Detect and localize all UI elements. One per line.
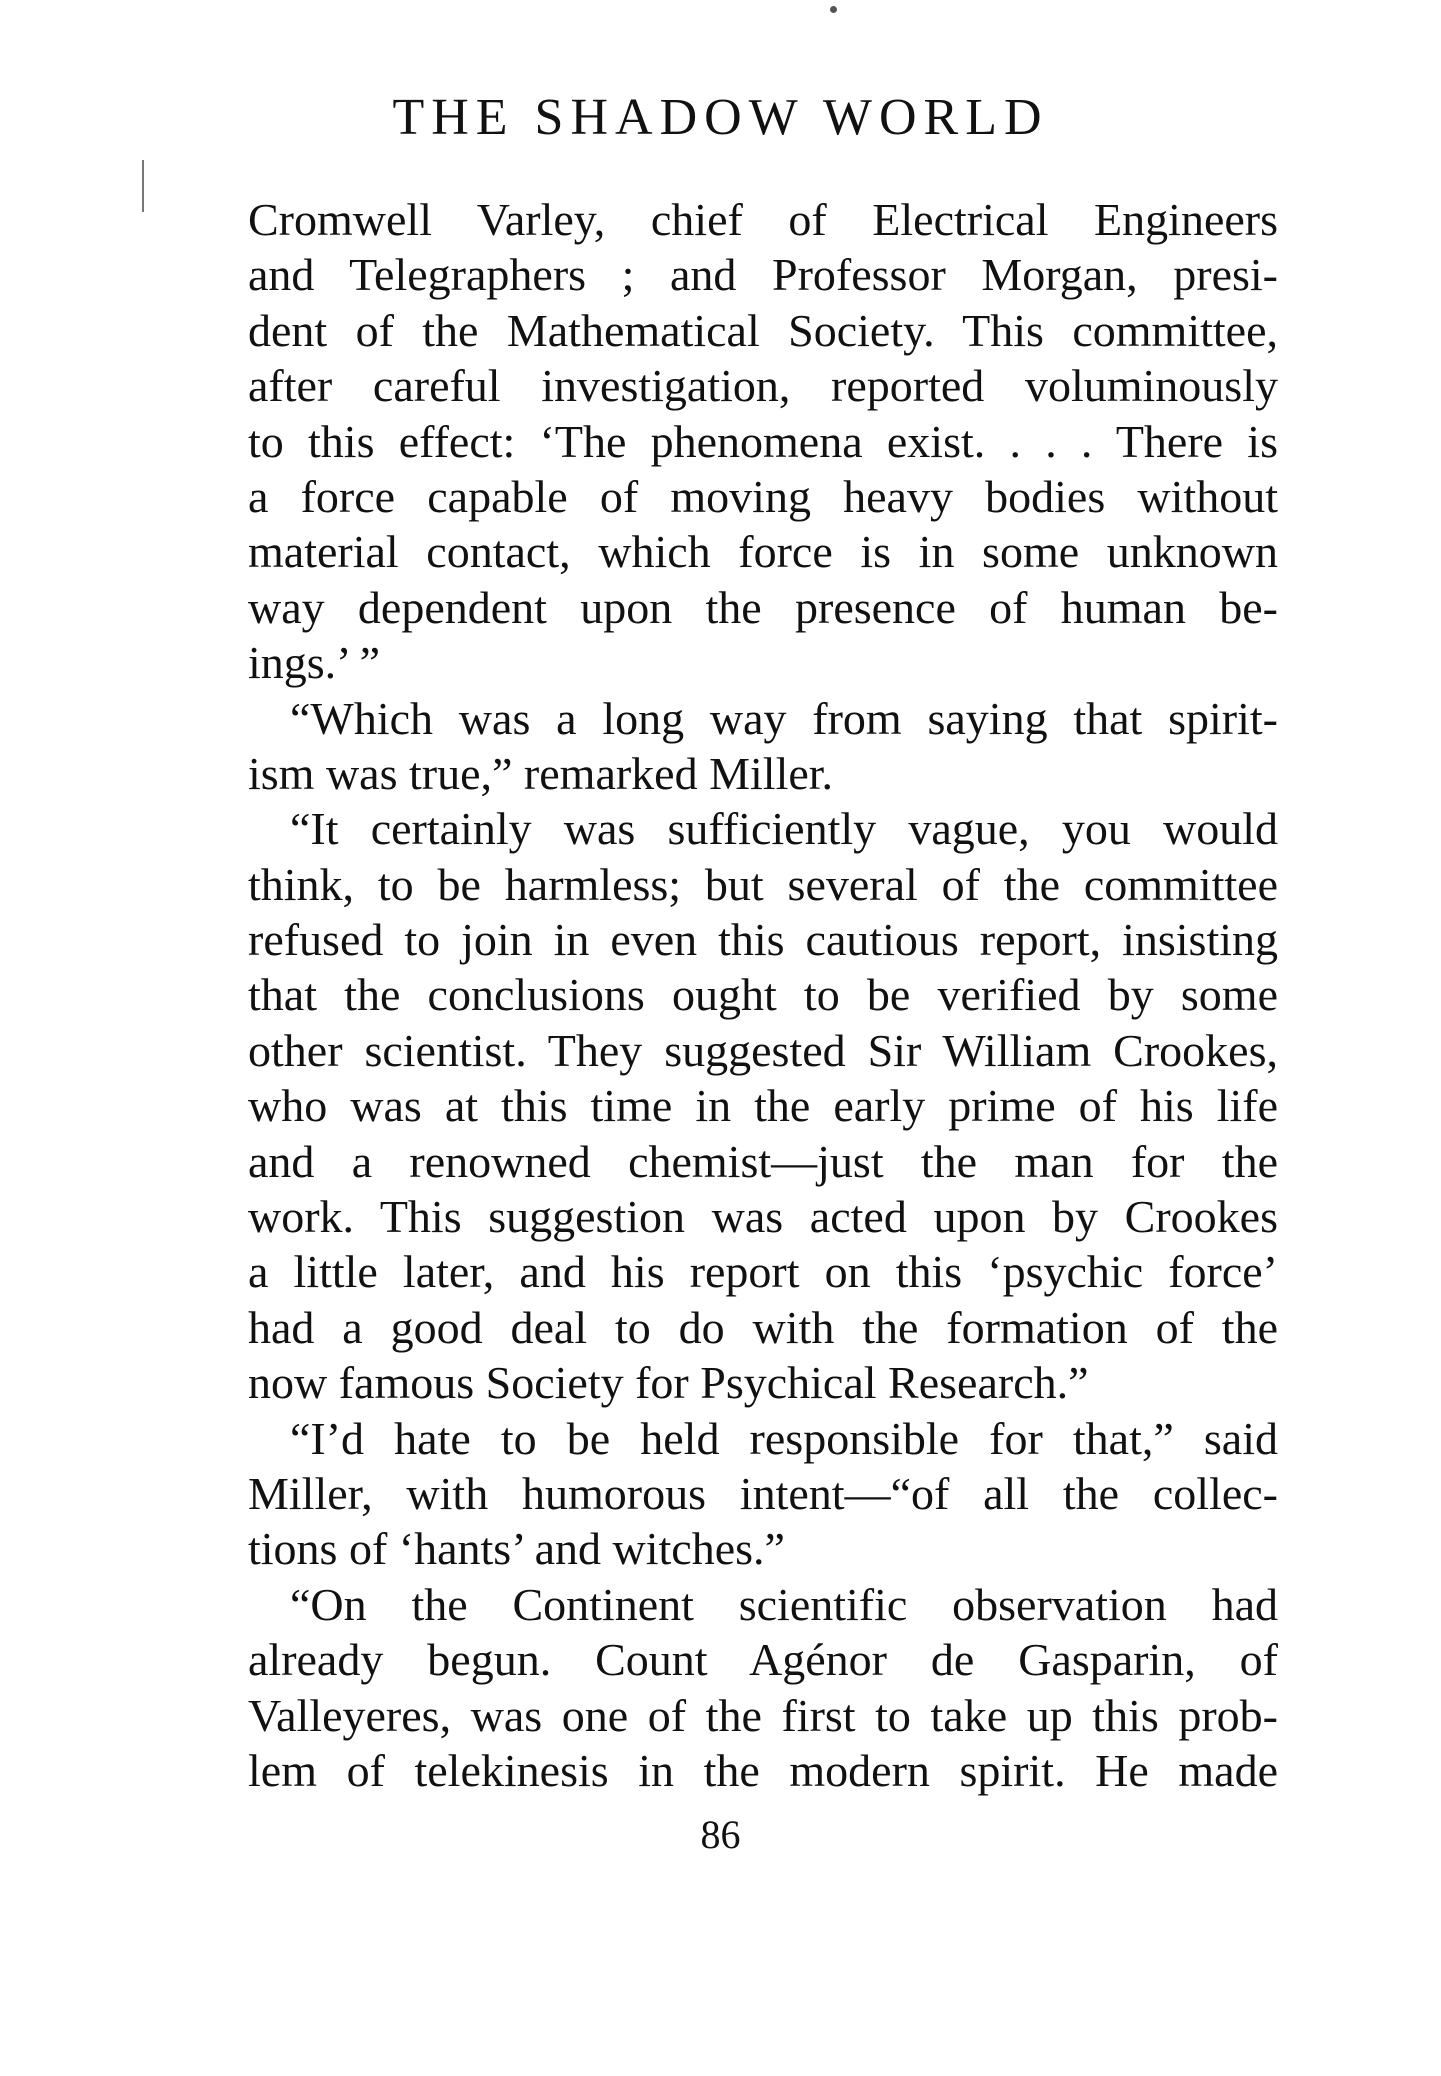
text-line: “On the Continent scientific observation had (290, 1578, 1278, 1630)
text-line: had a good deal to do with the formation of the (248, 1301, 1278, 1353)
text-line: Miller, with humorous intent—“of all the collec- (248, 1467, 1278, 1519)
body-text (248, 192, 1278, 1798)
text-line: dent of the Mathematical Society. This committee, (248, 304, 1278, 356)
text-line: a force capable of moving heavy bodies without (248, 470, 1278, 522)
text-line: way dependent upon the presence of human be- (248, 581, 1278, 633)
page-number: 86 (700, 1812, 741, 1857)
text-line: a little later, and his report on this ‘psychic force’ (248, 1246, 1278, 1298)
text-line: refused to join in even this cautious report, insisting (248, 914, 1278, 966)
text-line: ings.’ ” (248, 637, 381, 689)
text-line: now famous Society for Psychical Research.” (248, 1357, 1089, 1409)
text-line: “Which was a long way from saying that spirit- (290, 692, 1278, 744)
text-line: “I’d hate to be held responsible for that,” said (290, 1412, 1278, 1464)
text-line: Valleyeres, was one of the first to take up this prob- (248, 1689, 1278, 1741)
text-line: already begun. Count Agénor de Gasparin, of (248, 1634, 1278, 1686)
text-line: “It certainly was sufficiently vague, you would (290, 803, 1278, 855)
text-line: Cromwell Varley, chief of Electrical Engineers (248, 194, 1278, 245)
text-line: tions of ‘hants’ and witches.” (248, 1523, 785, 1575)
text-line: and Telegraphers ; and Professor Morgan, presi- (248, 249, 1278, 301)
text-line: who was at this time in the early prime of his life (248, 1080, 1278, 1132)
text-line: to this effect: ‘The phenomena exist. . . . There is (248, 415, 1278, 467)
margin-mark (142, 160, 144, 212)
text-line: material contact, which force is in some unknown (248, 526, 1278, 578)
text-line: ism was true,” remarked Miller. (248, 747, 834, 799)
top-speck (830, 6, 837, 13)
text-line: other scientist. They suggested Sir William Crookes, (248, 1024, 1278, 1076)
text-line: and a renowned chemist—just the man for the (248, 1135, 1278, 1187)
text-line: work. This suggestion was acted upon by Crookes (248, 1191, 1278, 1243)
text-line: after careful investigation, reported voluminously (248, 360, 1278, 412)
running-head: THE SHADOW WORLD (392, 89, 1049, 146)
text-line: that the conclusions ought to be verified by some (248, 969, 1278, 1021)
text-line: think, to be harmless; but several of the committee (248, 858, 1278, 910)
text-line: lem of telekinesis in the modern spirit. He made (248, 1744, 1278, 1796)
